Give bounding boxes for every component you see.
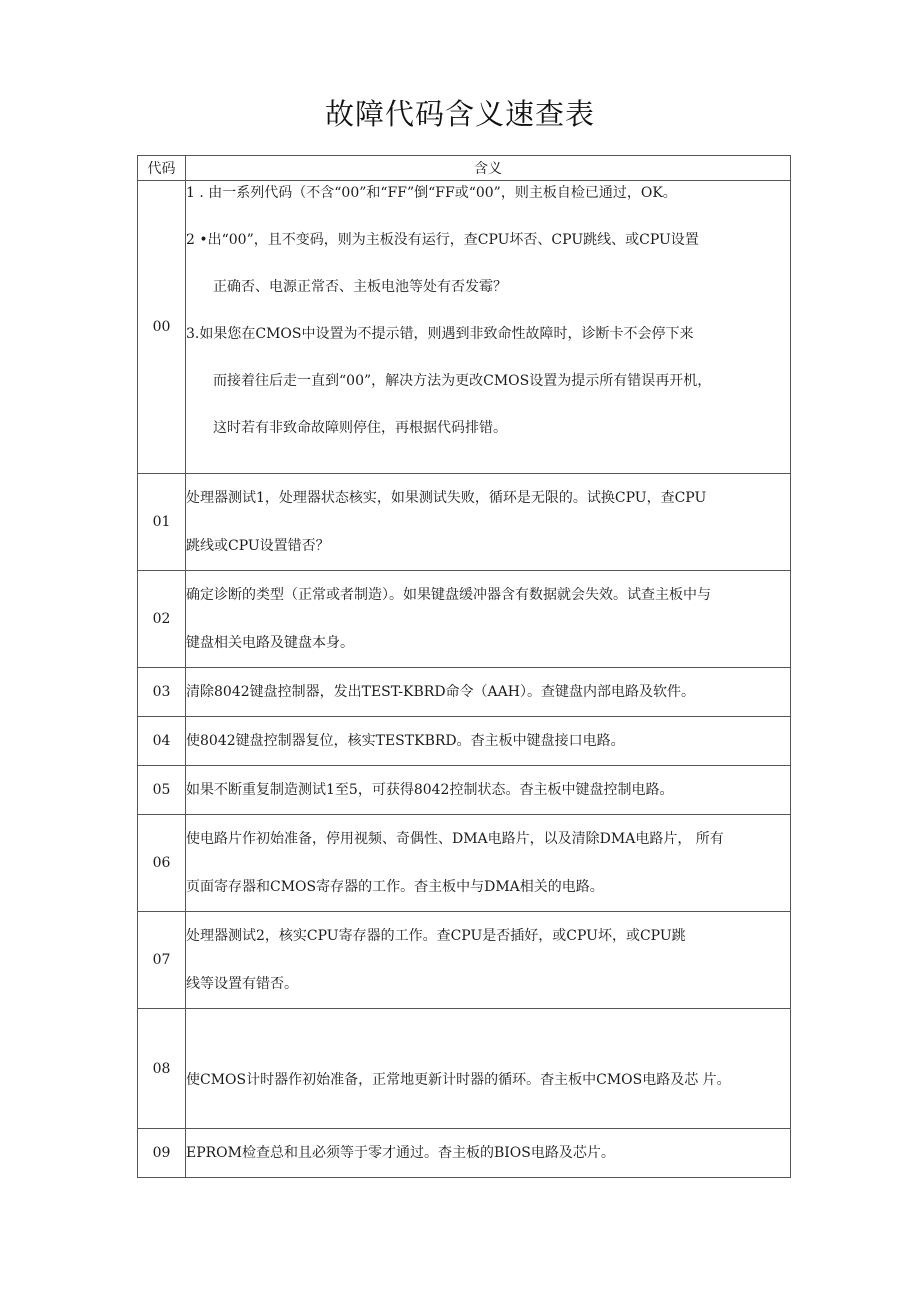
meaning-cell <box>186 571 791 668</box>
meaning-cell <box>186 912 791 1009</box>
table-row-00 <box>138 181 791 474</box>
table-header-row <box>138 156 791 181</box>
meaning-line: 如果不断重复制造测试1至5，可获得8042控制状态。杳主板中键盘控制电路。 <box>186 782 674 798</box>
code-cell: 02 <box>138 571 186 668</box>
column-header-code: 代码 <box>138 156 186 181</box>
meaning-line: 线等设置有错否。 <box>186 976 298 992</box>
code-cell: 00 <box>138 181 186 474</box>
meaning-line: 使8042键盘控制器复位，核实TESTKBRD。杳主板中键盘接口电路。 <box>186 733 625 749</box>
page-title: 故障代码含义速查表 <box>324 97 595 131</box>
meaning-line: 清除8042键盘控制器，发出TEST-KBRD命令（AAH）。查键盘内部电路及软件。 <box>186 684 695 700</box>
table-row-01 <box>138 474 791 571</box>
meaning-line: 确定诊断的类型（正常或者制造）。如果键盘缓冲器含有数据就会失效。试查主板中与 <box>186 587 711 603</box>
meaning-cell <box>186 766 791 815</box>
meaning-cell <box>186 668 791 717</box>
table-row-04 <box>138 717 791 766</box>
table-row-06 <box>138 815 791 912</box>
meaning-line: 跳线或CPU设置错否？ <box>186 538 330 554</box>
table-row-03 <box>138 668 791 717</box>
code-cell: 08 <box>138 1009 186 1129</box>
meaning-line: 3.如果您在CMOS中设置为不提示错，则遇到非致命性故障时，诊断卡不会停下来 <box>186 326 694 342</box>
code-cell: 03 <box>138 668 186 717</box>
table-row-02 <box>138 571 791 668</box>
meaning-line: 2 •出“00”，且不变码，则为主板没有运行，查CPU坏否、CPU跳线、或CPU设置 <box>186 232 699 248</box>
code-cell: 07 <box>138 912 186 1009</box>
meaning-cell <box>186 474 791 571</box>
code-cell: 09 <box>138 1129 186 1178</box>
code-cell: 05 <box>138 766 186 815</box>
meaning-cell <box>186 1009 791 1129</box>
meaning-line: 1 . 由一系列代码（不含“00”和“FF”倒“FF或“00”，则主板自检已通过，OK。 <box>186 185 677 201</box>
column-header-meaning: 含义 <box>186 156 791 181</box>
meaning-cell <box>186 717 791 766</box>
code-cell: 01 <box>138 474 186 571</box>
table-row-05 <box>138 766 791 815</box>
meaning-cell <box>186 181 791 474</box>
code-cell: 06 <box>138 815 186 912</box>
meaning-line: 处理器测试2，核实CPU寄存器的工作。查CPU是否插好，或CPU坏，或CPU跳 <box>186 928 686 944</box>
meaning-line: 正确否、电源正常否、主板电池等处有否发霉？ <box>213 279 507 295</box>
table-row-09 <box>138 1129 791 1178</box>
code-cell: 04 <box>138 717 186 766</box>
meaning-cell <box>186 815 791 912</box>
meaning-line: 而接着往后走一直到“00”，解决方法为更改CMOS设置为提示所有错误再开机， <box>213 373 712 389</box>
meaning-line: 键盘相关电路及键盘本身。 <box>186 635 354 651</box>
fault-code-table <box>137 155 791 1178</box>
meaning-cell <box>186 1129 791 1178</box>
meaning-line: 页面寄存器和CMOS寄存器的工作。杳主板中与DMA相关的电路。 <box>186 879 604 895</box>
meaning-line: 这时若有非致命故障则停住，再根据代码排错。 <box>213 420 507 436</box>
meaning-line: 使CMOS计时器作初始准备，正常地更新计时器的循环。杳主板中CMOS电路及芯 片。 <box>186 1071 731 1088</box>
table-row-08 <box>138 1009 791 1129</box>
meaning-line: 使电路片作初始准备，停用视频、奇偶性、DMA电路片，以及清除DMA电路片， 所有 <box>186 831 724 847</box>
table-row-07 <box>138 912 791 1009</box>
meaning-line: EPROM检查总和且必须等于零才通过。杳主板的BIOS电路及芯片。 <box>186 1145 615 1161</box>
meaning-line: 处理器测试1，处理器状态核实，如果测试失败，循环是无限的。试换CPU，查CPU <box>186 490 707 506</box>
